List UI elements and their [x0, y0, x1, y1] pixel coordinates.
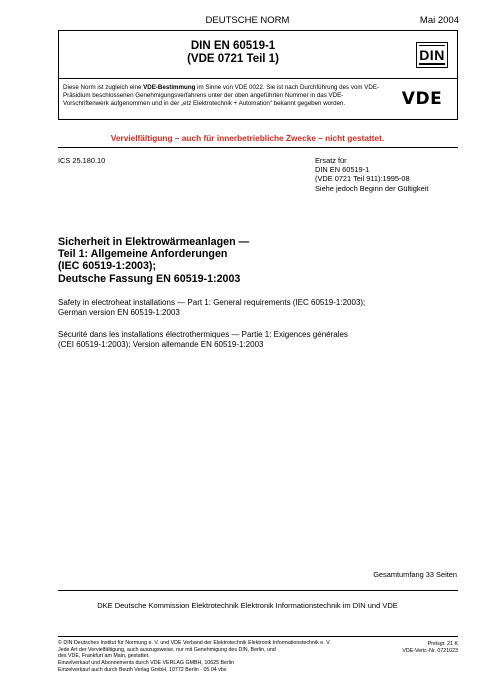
- footer-line: Einzelverkauf auch durch Beuth Verlag GmbH, 10772 Berlin · 05.04 vbs: [58, 666, 227, 673]
- footer-line: Einzelverkauf und Abonnements durch VDE VERLAG GMBH, 10625 Berlin: [58, 660, 235, 667]
- footer-line: © DIN Deutsches Institut für Normung e. V. und VDE Verband der Elektrotechnik Elektronik Informationstechnik e. V.: [58, 640, 331, 646]
- vde-note-pre: Diese Norm ist zugleich eine: [63, 84, 144, 91]
- standard-number: DIN EN 60519-1: [190, 40, 276, 52]
- title-english: [58, 298, 468, 318]
- norm-label: DEUTSCHE NORM: [205, 15, 290, 26]
- title-german-line: Sicherheit in Elektrowärmeanlagen —: [58, 236, 250, 248]
- din-logo-cell: [407, 31, 457, 78]
- vde-logo: VDE: [401, 89, 443, 109]
- vde-note-bold: VDE-Bestimmung: [143, 84, 196, 91]
- vde-logo-cell: [387, 79, 457, 119]
- title-french-line: Sécurité dans les installations électrothermiques — Partie 1: Exigences générales: [58, 330, 348, 339]
- title-box-row-vde: [59, 79, 457, 119]
- divider-dke: [58, 590, 458, 591]
- replacement-line: DIN EN 60519-1: [315, 165, 370, 175]
- replacement-line: Siehe jedoch Beginn der Gültigkeit: [315, 183, 429, 193]
- order-number: VDE-Vertr.-Nr. 0721023: [402, 647, 458, 654]
- title-french: [58, 330, 468, 350]
- din-logo-text: DIN: [419, 46, 445, 63]
- divider-footer: [58, 636, 458, 637]
- replacement-note: [315, 156, 428, 193]
- title-german: [58, 236, 249, 285]
- replacement-line: (VDE 0721 Teil 911):1995-08: [315, 174, 410, 184]
- title-box-row-main: [59, 31, 457, 79]
- footer-price-block: [402, 641, 458, 654]
- divider-top: [58, 147, 458, 148]
- ics-code: ICS 25.180.10: [58, 156, 106, 165]
- publication-date: Mai 2004: [419, 15, 459, 26]
- vde-number: (VDE 0721 Teil 1): [187, 53, 279, 65]
- total-pages: Gesamtumfang 33 Seiten: [373, 570, 457, 579]
- title-german-line: (IEC 60519-1:2003);: [58, 260, 157, 273]
- title-german-line: Teil 1: Allgemeine Anforderungen: [58, 248, 228, 261]
- title-german-line: Deutsche Fassung EN 60519-1:2003: [58, 272, 241, 285]
- vde-note: [59, 79, 387, 119]
- copy-warning: Vervielfältigung – auch für innerbetriebliche Zwecke – nicht gestattet.: [110, 133, 385, 143]
- price-group: Preisgr. 21 K: [427, 641, 458, 647]
- title-english-line: Safety in electroheat installations — Part 1: General requirements (IEC 60519-1:2003);: [58, 298, 366, 307]
- din-logo: [416, 42, 448, 68]
- footer-legal: [58, 640, 378, 674]
- title-french-line: (CEI 60519-1:2003); Version allemande EN 60519-1:2003: [58, 340, 264, 349]
- footer-line: des VDE, Frankfurt am Main, gestattet.: [58, 653, 150, 660]
- title-english-line: German version EN 60519-1:2003: [58, 308, 180, 317]
- dke-line: DKE Deutsche Kommission Elektrotechnik Elektronik Informationstechnik im DIN und VDE: [97, 601, 398, 610]
- replacement-line: Ersatz für: [315, 156, 347, 165]
- title-box: [58, 30, 458, 120]
- vde-note-post: im Sinne von VDE 0022. Sie ist nach Durchführung des vom VDE-Präsidium beschlossenen Genehmigungsverfahrens unter der oben angeführten Nummer in das VDE-Vorschriftenwerk aufgenommen und in der „etz Elektrotechnik + Automation“ bekannt gegeben worden.: [63, 84, 380, 107]
- standard-number-block: [59, 31, 407, 78]
- footer-line: Jede Art der Vervielfältigung, auch auszugsweise, nur mit Genehmigung des DIN, Berlin, und: [58, 646, 276, 653]
